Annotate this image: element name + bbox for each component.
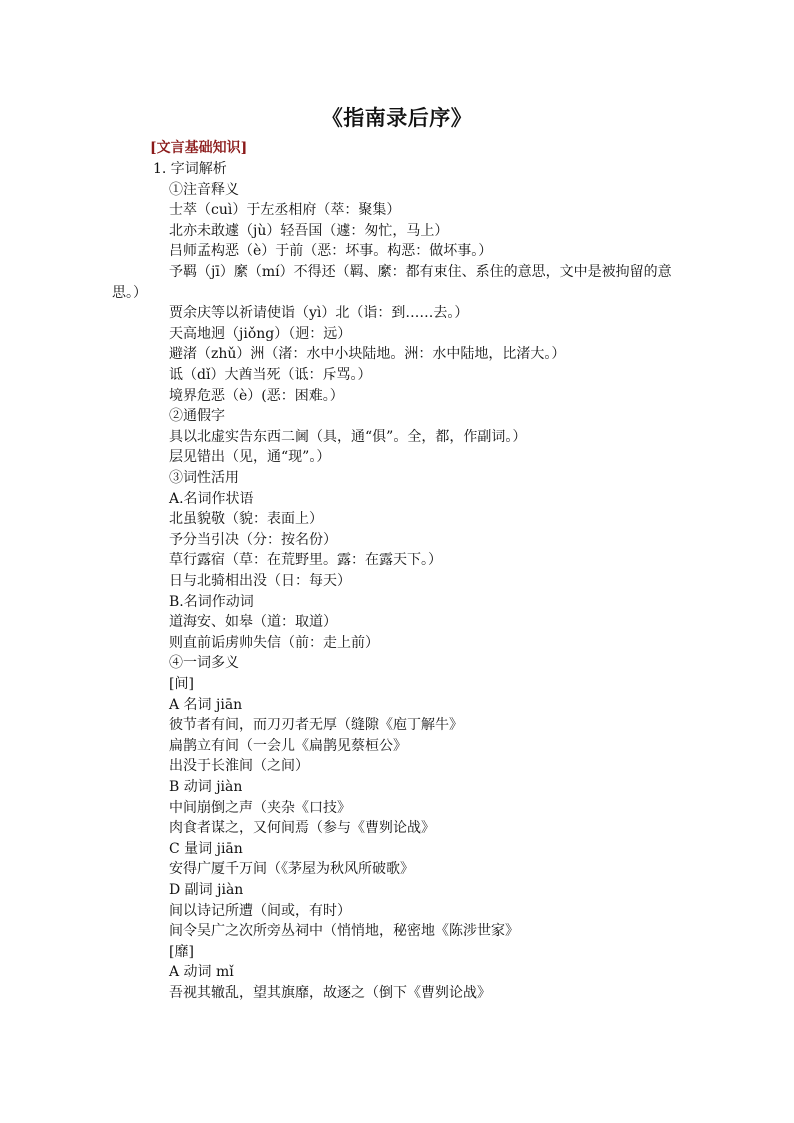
text-line: 北亦未敢遽（jù）轻吾国（遽：匆忙，马上） xyxy=(169,222,449,239)
text-line: 彼节者有间，而刀刃者无厚（缝隙《庖丁解牛》 xyxy=(169,717,463,734)
text-line: 思。） xyxy=(112,284,147,301)
text-line: 间以诗记所遭（间或，有时） xyxy=(169,902,351,919)
text-line: 避渚（zhǔ）洲（渚：水中小块陆地。洲：水中陆地，比渚大。） xyxy=(169,346,566,363)
text-line: 天高地迥（jiǒng）（迥：远） xyxy=(169,325,352,342)
text-line: 境界危恶（è）(恶：困难。） xyxy=(169,387,344,404)
text-line: 北虽貌敬（貌：表面上） xyxy=(169,511,323,528)
document-title: 《指南录后序》 xyxy=(321,105,473,130)
text-line: 诋（dǐ）大酋当死（诋：斥骂。） xyxy=(169,367,372,383)
text-line: 吾视其辙乱，望其旗靡，故逐之（倒下《曹刿论战》 xyxy=(169,985,491,1001)
text-line: 吕师孟构恶（è）于前（恶：坏事。构恶：做坏事。） xyxy=(169,243,493,260)
text-line: 间令吴广之次所旁丛祠中（悄悄地，秘密地《陈涉世家》 xyxy=(169,923,519,940)
text-line: ②通假字 xyxy=(169,408,225,425)
text-line: 安得广厦千万间（《茅屋为秋风所破歌》 xyxy=(169,861,414,878)
text-line: B 动词 jiàn xyxy=(169,779,243,795)
text-line: 予分当引决（分：按名份） xyxy=(169,531,337,548)
text-line: D 副词 jiàn xyxy=(169,882,244,898)
text-line: 中间崩倒之声（夹杂《口技》 xyxy=(169,799,351,816)
text-line: 层见错出（见，通“现”。） xyxy=(169,449,331,466)
text-line: 肉食者谋之，又何间焉（参与《曹刿论战》 xyxy=(169,820,435,837)
text-line: A.名词作状语 xyxy=(169,490,254,507)
text-line: ③词性活用 xyxy=(169,470,239,486)
text-line: C 量词 jiān xyxy=(169,840,243,857)
text-line: [间] xyxy=(169,676,194,692)
text-line: ④一词多义 xyxy=(169,655,239,672)
text-line: 道海安、如皋（道：取道） xyxy=(169,614,337,631)
text-line: [靡] xyxy=(169,943,194,960)
text-line: 贾余庆等以祈请使诣（yì）北（诣：到……去。） xyxy=(169,305,469,322)
text-line: B.名词作动词 xyxy=(169,593,254,610)
text-line: 1. 字词解析 xyxy=(153,161,227,177)
text-line: 士萃（cuì）于左丞相府（萃：聚集） xyxy=(169,202,401,219)
text-line: 草行露宿（草：在荒野里。露：在露天下。） xyxy=(169,552,442,569)
section-heading: [文言基础知识] xyxy=(150,140,248,156)
text-line: A 名词 jiān xyxy=(169,696,243,713)
text-line: 日与北骑相出没（日：每天） xyxy=(169,573,351,589)
text-line: ①注音释义 xyxy=(169,181,239,198)
text-line: 出没于长淮间（之间） xyxy=(169,758,309,775)
text-line: A 动词 mǐ xyxy=(169,964,234,981)
text-line: 则直前诟虏帅失信（前：走上前） xyxy=(169,634,379,651)
text-line: 扁鹊立有间（一会儿《扁鹊见蔡桓公》 xyxy=(169,737,407,754)
text-line: 具以北虚实告东西二阃（具，通“俱”。全，都，作副词。） xyxy=(169,428,527,445)
text-line: 予羁（jī）縻（mí）不得还（羁、縻：都有束住、系住的意思，文中是被拘留的意 xyxy=(169,264,672,280)
